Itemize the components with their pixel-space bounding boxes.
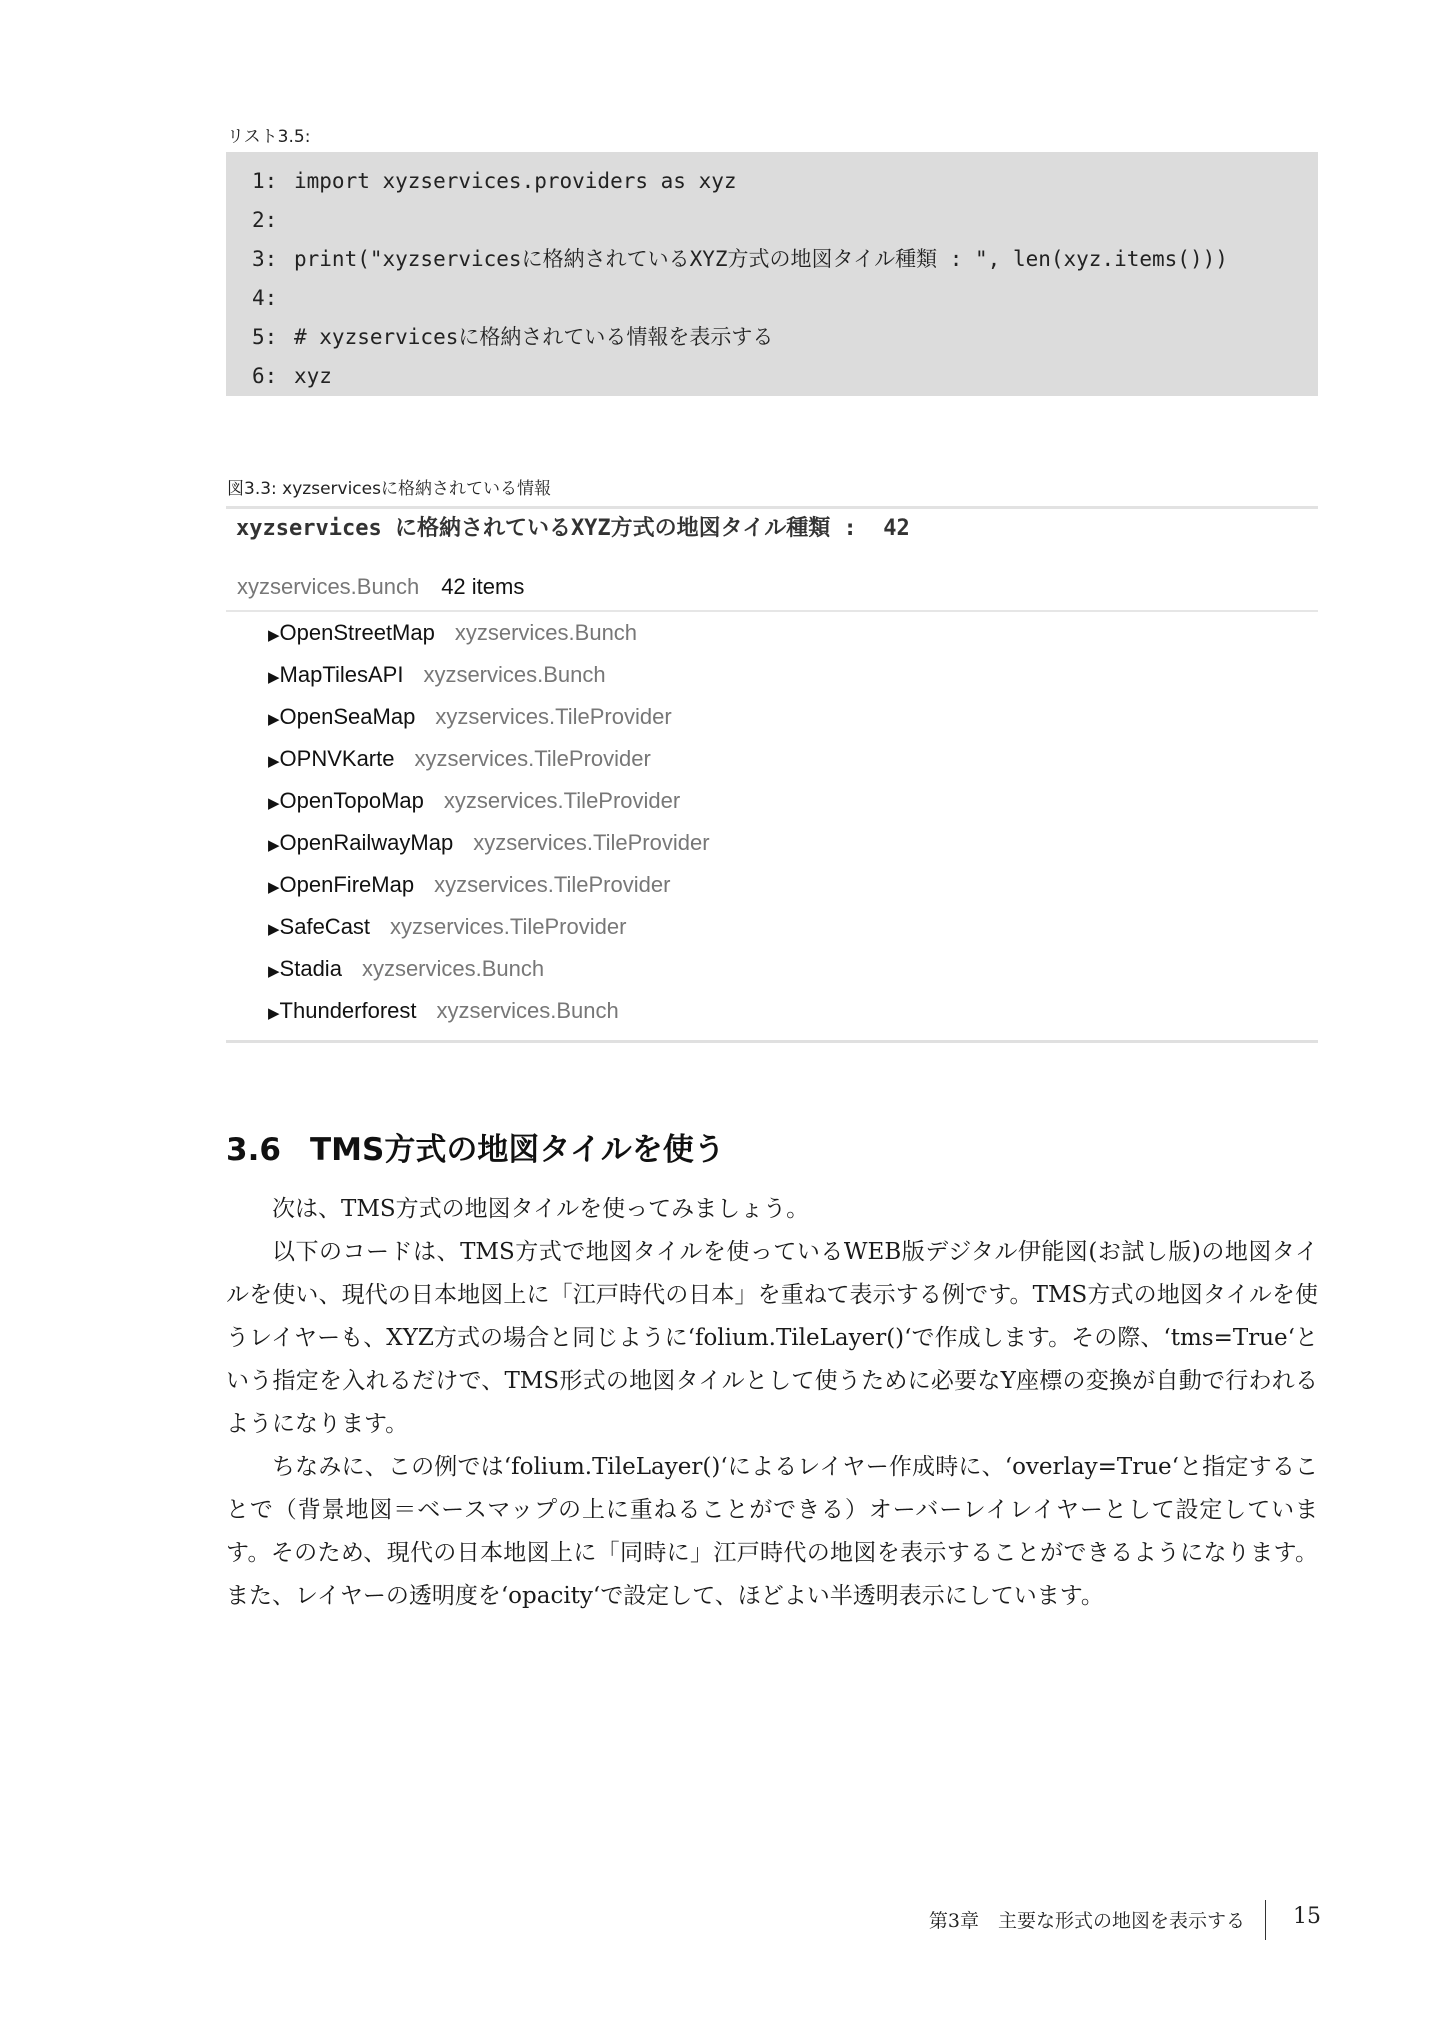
line-number: 3: (252, 247, 278, 271)
line-number: 6: (252, 364, 278, 388)
provider-type: xyzservices.Bunch (423, 662, 606, 687)
provider-item[interactable] (268, 658, 606, 692)
expand-triangle-icon: ▶ (268, 753, 280, 770)
code-text: print("xyzservicesに格納されているXYZ方式の地図タイル種類 : ", len(xyz.items())) (294, 247, 1228, 271)
output-line: xyzservices に格納されているXYZ方式の地図タイル種類 : 42 (236, 516, 910, 541)
provider-name: SafeCast (279, 914, 371, 939)
provider-type: xyzservices.TileProvider (473, 830, 710, 855)
line-number: 2: (252, 208, 278, 232)
output-screenshot (226, 504, 1318, 1046)
provider-type: xyzservices.TileProvider (434, 872, 671, 897)
code-listing (226, 152, 1318, 396)
chapter-title: 第3章 主要な形式の地図を表示する (928, 1910, 1245, 1932)
expand-triangle-icon: ▶ (268, 837, 280, 854)
expand-triangle-icon: ▶ (268, 711, 280, 728)
code-line (252, 322, 773, 352)
provider-name: OpenRailwayMap (279, 830, 454, 855)
code-text: # xyzservicesに格納されている情報を表示する (294, 325, 774, 349)
bunch-type: xyzservices.Bunch (237, 574, 420, 599)
provider-name: OpenSeaMap (279, 704, 416, 729)
divider (226, 610, 1318, 612)
provider-item[interactable] (268, 910, 626, 944)
provider-type: xyzservices.TileProvider (443, 788, 681, 813)
expand-triangle-icon: ▶ (268, 669, 280, 686)
line-number: 4: (252, 286, 278, 310)
footer-divider (1265, 1900, 1266, 1940)
provider-item[interactable] (268, 868, 670, 902)
page-number: 15 (1293, 1904, 1321, 1929)
provider-item[interactable] (268, 826, 710, 860)
provider-type: xyzservices.TileProvider (435, 704, 672, 729)
provider-type: xyzservices.Bunch (454, 620, 638, 645)
expand-triangle-icon: ▶ (268, 921, 280, 938)
paragraph: 次は、TMS方式の地図タイルを使ってみましょう。 (272, 1196, 810, 1222)
provider-item[interactable] (268, 700, 672, 734)
section-number: 3.6 (226, 1132, 281, 1168)
section-heading (226, 1128, 725, 1172)
code-line (252, 283, 294, 313)
code-text: xyz (294, 364, 332, 388)
body-text (226, 1188, 1318, 1618)
expand-triangle-icon: ▶ (268, 963, 280, 980)
paragraph: ちなみに、この例では‘folium.TileLayer()‘によるレイヤー作成時に、‘overlay=True‘と指定することで（背景地図＝ベースマップの上に重ねることができる）オーバーレイレイヤーとして設定しています。そのため、現代の日本地図上に「同時に」江戸時代の地図を表示することができるようになります。 また、レイヤーの透明度を‘opacity‘で設定して、ほどよい半透明表示にしています。 (226, 1454, 1318, 1609)
provider-name: Thunderforest (279, 998, 417, 1023)
code-line (252, 361, 332, 391)
code-line (252, 166, 737, 196)
provider-name: OpenFireMap (279, 872, 415, 897)
figure-caption: 図3.3: xyzservicesに格納されている情報 (227, 479, 551, 499)
paragraph: 以下のコードは、TMS方式で地図タイルを使っているWEB版デジタル伊能図(お試し版)の地図タイルを使い、現代の日本地図上に「江戸時代の日本」を重ねて表示する例です。TMS方式の地図タイルを使うレイヤーも、XYZ方式の場合と同じように‘folium.TileLayer()‘で作成します。その際、‘tms=True‘という指定を入れるだけで、TMS形式の地図タイルとして使うために必要なY座標の変換が自動で行われるようになります。 (226, 1239, 1318, 1437)
provider-name: OPNVKarte (279, 746, 395, 771)
expand-triangle-icon: ▶ (268, 1005, 280, 1022)
line-number: 5: (252, 325, 278, 349)
provider-item[interactable] (268, 952, 544, 986)
expand-triangle-icon: ▶ (268, 879, 280, 896)
provider-item[interactable] (268, 994, 619, 1028)
provider-item[interactable] (268, 742, 651, 776)
divider (226, 1040, 1318, 1043)
bunch-count: 42 items (441, 574, 525, 599)
code-line (252, 244, 1228, 274)
listing-caption: リスト3.5: (227, 127, 311, 147)
provider-type: xyzservices.Bunch (361, 956, 545, 981)
expand-triangle-icon: ▶ (268, 795, 280, 812)
section-title: TMS方式の地図タイルを使う (310, 1132, 725, 1168)
page-footer (0, 1900, 1433, 1940)
expand-triangle-icon: ▶ (268, 627, 280, 644)
code-text: import xyzservices.providers as xyz (294, 169, 737, 193)
bunch-header (237, 570, 524, 604)
provider-name: OpenStreetMap (279, 620, 435, 645)
provider-type: xyzservices.Bunch (436, 998, 619, 1023)
provider-name: OpenTopoMap (279, 788, 424, 813)
divider (226, 506, 1318, 509)
provider-name: MapTilesAPI (279, 662, 404, 687)
provider-type: xyzservices.TileProvider (414, 746, 651, 771)
provider-type: xyzservices.TileProvider (390, 914, 627, 939)
line-number: 1: (252, 169, 278, 193)
provider-name: Stadia (279, 956, 342, 981)
code-line (252, 205, 294, 235)
provider-item[interactable] (268, 784, 680, 818)
provider-item[interactable] (268, 616, 637, 650)
